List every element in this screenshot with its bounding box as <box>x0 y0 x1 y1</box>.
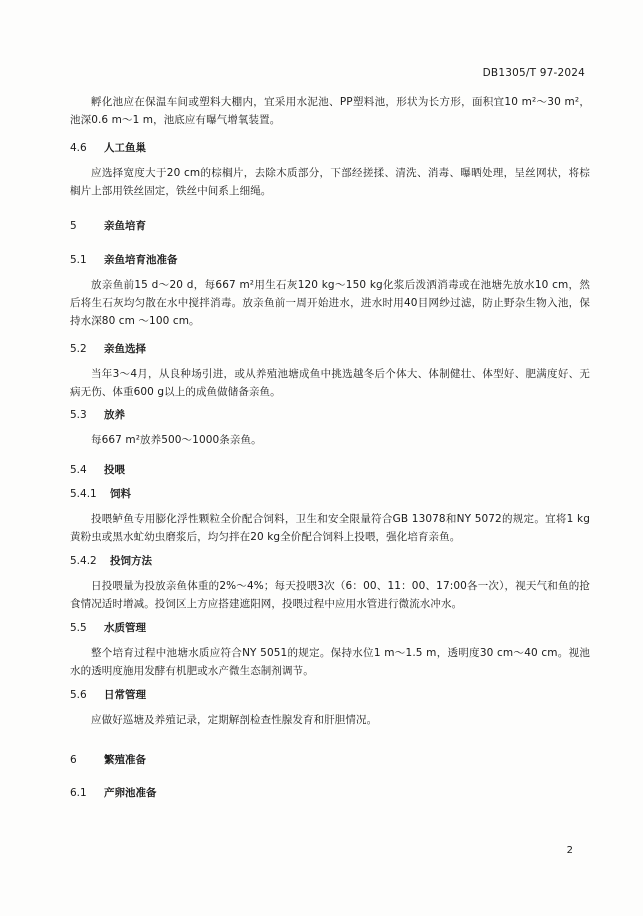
section-number: 5.3 <box>70 409 87 421</box>
section-title: 人工鱼巢 <box>104 142 146 154</box>
section-title: 放养 <box>104 409 125 421</box>
page-number: 2 <box>566 845 573 856</box>
section-number: 5.6 <box>70 689 87 701</box>
section-title: 日常管理 <box>104 689 146 701</box>
paragraph-artificial-nest: 应选择宽度大于20 cm的棕榈片，去除木质部分，下部经搓揉、清洗、消毒、曝晒处理，呈丝网状，将棕榈片上部用铁丝固定，铁丝中间系上细绳。 <box>70 167 590 197</box>
heading-6 <box>70 752 146 767</box>
section-number: 5.4.2 <box>70 555 97 567</box>
section-title: 水质管理 <box>104 622 146 634</box>
heading-5-4-1 <box>70 486 131 501</box>
section-number: 6 <box>70 754 77 766</box>
section-title: 产卵池准备 <box>104 787 157 799</box>
heading-5-1 <box>70 252 178 267</box>
paragraph-feed: 投喂鲈鱼专用膨化浮性颗粒全价配合饲料，卫生和安全限量符合GB 13078和NY 5072的规定。宜将1 kg黄粉虫或黑水虻幼虫磨浆后，均匀拌在20 kg全价配合饲料上投喂，强化培育亲鱼。 <box>70 513 590 543</box>
paragraph-hatching-pool: 孵化池应在保温车间或塑料大棚内，宜采用水泥池、PP塑料池，形状为长方形，面积宜10 m²～30 m²，池深0.6 m～1 m，池底应有曝气增氧装置。 <box>70 96 590 126</box>
heading-5-2 <box>70 341 146 356</box>
section-title: 饲料 <box>110 488 131 500</box>
section-title: 亲鱼选择 <box>104 343 146 355</box>
paragraph-broodstock-selection: 当年3～4月，从良种场引进，或从养殖池塘成鱼中挑选越冬后个体大、体制健壮、体型好、肥满度好、无病无伤、体重600 g以上的成鱼做储备亲鱼。 <box>70 368 590 398</box>
section-title: 亲鱼培育 <box>104 220 146 232</box>
section-number: 5.5 <box>70 622 87 634</box>
paragraph-stocking: 每667 m²放养500～1000条亲鱼。 <box>91 434 262 446</box>
section-number: 5 <box>70 220 77 232</box>
paragraph-daily-management: 应做好巡塘及养殖记录，定期解剖检查性腺发育和肝胆情况。 <box>91 714 378 726</box>
heading-5-5 <box>70 620 146 635</box>
section-number: 5.4.1 <box>70 488 97 500</box>
section-number: 5.1 <box>70 254 87 266</box>
heading-5-4-2 <box>70 553 152 568</box>
heading-5-4 <box>70 462 125 477</box>
section-title: 投喂 <box>104 464 125 476</box>
section-number: 6.1 <box>70 787 87 799</box>
section-number: 5.2 <box>70 343 87 355</box>
section-title: 亲鱼培育池准备 <box>104 254 178 266</box>
paragraph-pond-preparation: 放亲鱼前15 d～20 d，每667 m²用生石灰120 kg～150 kg化浆后泼洒消毒或在池塘先放水10 cm，然后将生石灰均匀散在水中搅拌消毒。放亲鱼前一周开始进水，进水时用40目网纱过滤，防止野杂生物入池，保持水深80 cm ～100 cm。 <box>70 279 590 327</box>
section-title: 投饲方法 <box>110 555 152 567</box>
heading-4-6 <box>70 140 146 155</box>
heading-5-3 <box>70 407 125 422</box>
heading-6-1 <box>70 785 157 800</box>
section-title: 繁殖准备 <box>104 754 146 766</box>
paragraph-water-quality: 整个培育过程中池塘水质应符合NY 5051的规定。保持水位1 m～1.5 m，透明度30 cm～40 cm。视池水的透明度施用发酵有机肥或水产微生态制剂调节。 <box>70 647 590 677</box>
heading-5 <box>70 218 146 233</box>
paragraph-feeding-method: 日投喂量为投放亲鱼体重的2%～4%；每天投喂3次（6：00、11：00、17:00各一次），视天气和鱼的抢食情况适时增减。投饲区上方应搭建遮阳网，投喂过程中应用水管进行微流水冲水。 <box>70 580 590 610</box>
heading-5-6 <box>70 687 146 702</box>
document-code: DB1305/T 97-2024 <box>482 67 585 79</box>
section-number: 5.4 <box>70 464 87 476</box>
section-number: 4.6 <box>70 142 87 154</box>
